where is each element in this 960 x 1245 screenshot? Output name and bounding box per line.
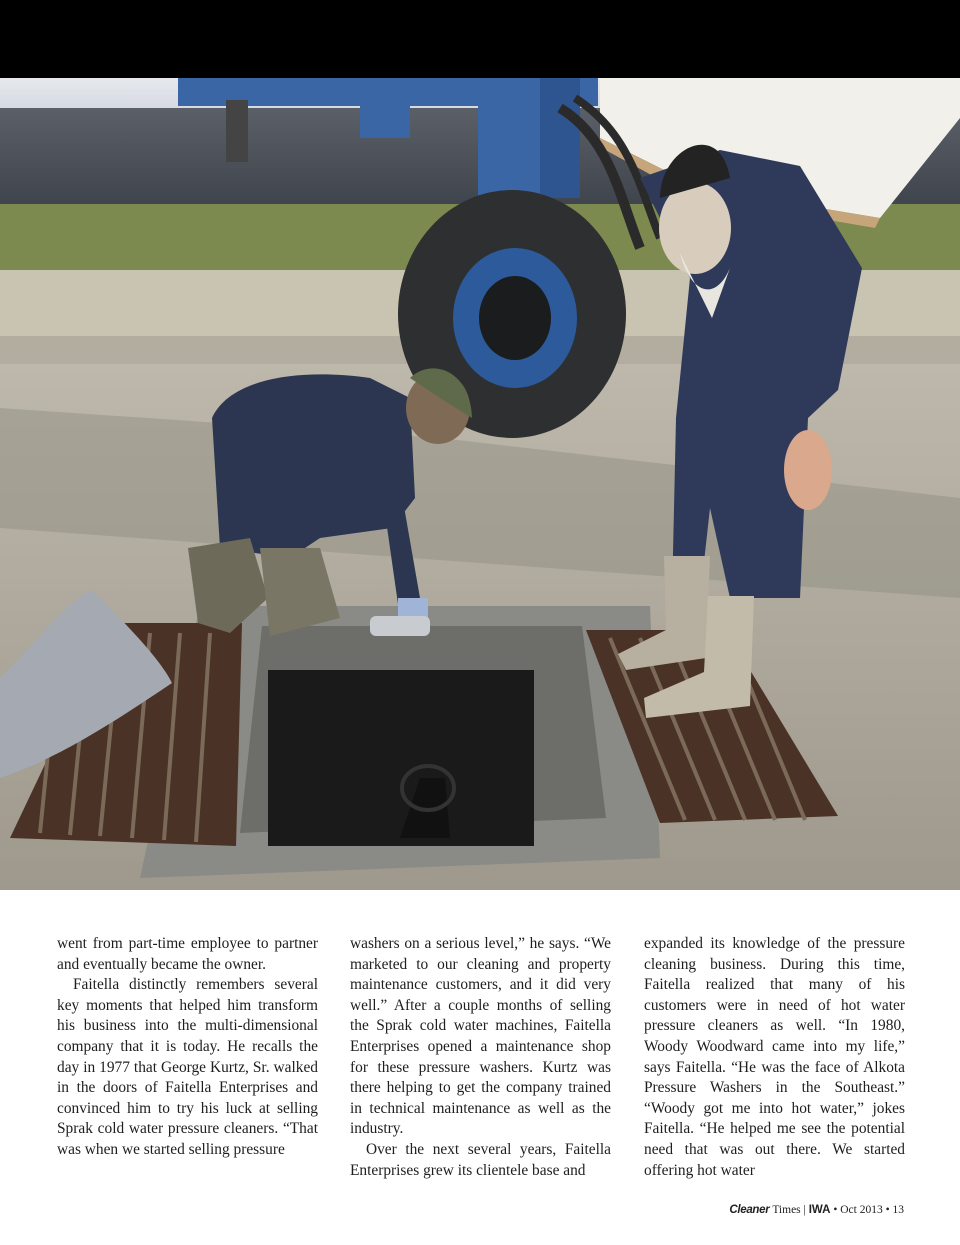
magazine-logo: Cleaner [729,1204,770,1216]
article-body [57,934,905,1184]
paragraph: went from part-time employee to partner and eventually became the owner. [57,935,318,973]
paragraph: Over the next several years, Faitella Enterprises grew its clientele base and [350,1140,611,1179]
footer-separator: | [803,1204,806,1216]
article-column-2 [350,934,611,1181]
issue-and-page-number: • Oct 2013 • 13 [833,1204,904,1216]
photo-icon [0,78,960,890]
article-column-1 [57,934,318,1161]
article-photo [0,78,960,890]
paragraph: expanded its knowledge of the pressure cleaning business. During this time, Faitella realized that many of his customers were in need of hot water pressure cleaners as well. “In 1980, Woody Woodward came into my life,” says Faitella. “He was the face of Alkota Pressure Washers in the Southeast.” “Woody got me into hot water,” jokes Faitella. “He helped me see the potential need that was out there. We started offering hot water [644,935,905,1179]
top-black-bar [0,0,960,78]
iwa-label: IWA [808,1204,831,1216]
page-footer [729,1204,904,1216]
paragraph: Faitella distinctly remembers several key moments that helped him transform his business into the multi-dimensional company that it is today. He recalls the day in 1977 that George Kurtz, Sr. walked in the doors of Faitella Enterprises and convinced him to try his luck at selling Sprak cold water pressure cleaners. “That was when we started selling pressure [57,976,318,1158]
paragraph: washers on a serious level,” he says. “We marketed to our cleaning and property maintenance customers, and it did very well.” After a couple months of selling the Sprak cold water machines, Faitella Enterprises opened a maintenance shop for these pressure washers. Kurtz was there helping to get the company trained in technical maintenance as well as the industry. [350,935,611,1138]
article-column-3 [644,934,905,1181]
magazine-logo-suffix: Times [772,1204,801,1216]
